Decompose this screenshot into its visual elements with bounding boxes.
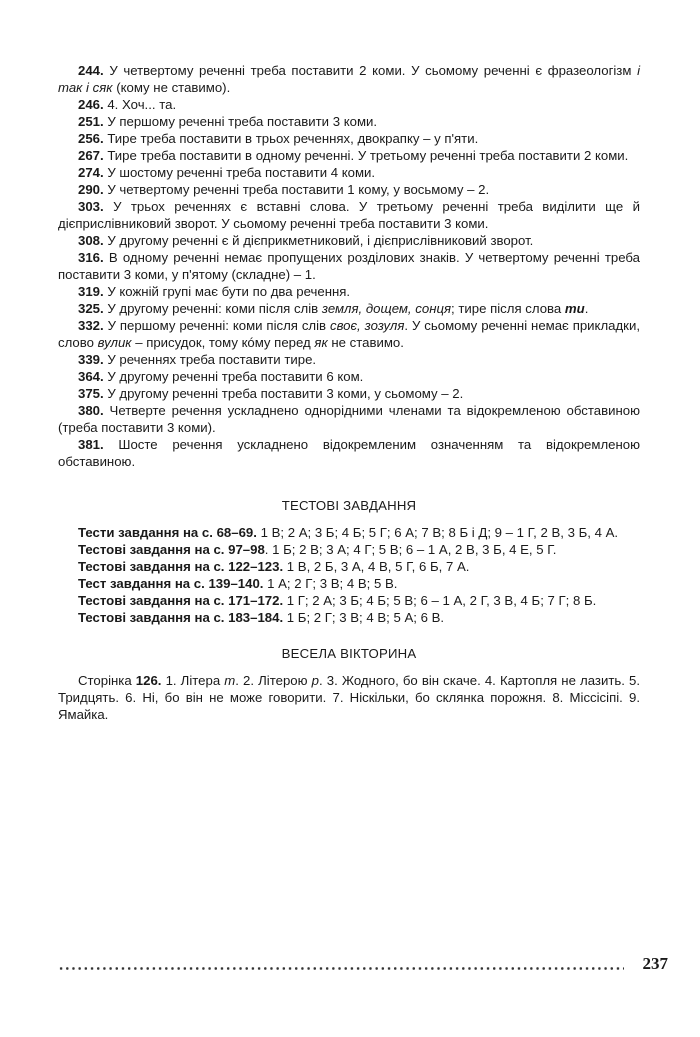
exercise-number: 381. <box>78 437 104 452</box>
answer-item <box>58 113 640 130</box>
test-answer-line <box>58 609 640 626</box>
exercise-number: 290. <box>78 182 104 197</box>
text-run: У другому реченні: коми після слів <box>103 301 322 316</box>
answer-item <box>58 130 640 147</box>
text-run: У другому реченні є й дієприкметниковий, і дієприслівниковий зворот. <box>103 233 534 248</box>
answer-item <box>58 232 640 249</box>
exercise-number: 244. <box>78 63 104 78</box>
answer-item <box>58 283 640 300</box>
exercise-number: 364. <box>78 369 104 384</box>
test-answer-line <box>58 558 640 575</box>
text-run: . У сьомому реченні немає прикладки, слово <box>58 318 640 350</box>
text-run: 126. <box>135 673 162 688</box>
text-run: У першому реченні треба поставити 3 коми. <box>103 114 378 129</box>
answer-item <box>58 249 640 283</box>
exercise-number: 246. <box>78 97 104 112</box>
answer-item <box>58 198 640 232</box>
text-run: не ставимо. <box>327 335 404 350</box>
text-run: У четвертому реченні треба поставити 1 кому, у восьмому – 2. <box>103 182 490 197</box>
exercise-number: 303. <box>78 199 104 214</box>
tests-heading: ТЕСТОВІ ЗАВДАННЯ <box>281 498 417 513</box>
text-run: – присудок, тому кóму перед <box>131 335 315 350</box>
answers-list <box>58 62 640 470</box>
exercise-number: 256. <box>78 131 104 146</box>
page-number: 237 <box>642 954 668 973</box>
text-run: У першому реченні: коми після слів <box>103 318 330 333</box>
text-run: Шосте речення ускладнено відокремленим означенням та відокремленою обставиною. <box>58 437 640 469</box>
text-run: Тире треба поставити в одному реченні. У третьому реченні треба поставити 2 коми. <box>103 148 629 163</box>
text-run: як <box>314 335 328 350</box>
answer-item <box>58 402 640 436</box>
test-label: Тести завдання на с. 68–69. <box>78 525 257 540</box>
text-run: т <box>224 673 236 688</box>
text-run: . 3. Жодного, бо він скаче. 4. Картопля не лазить. 5. Тридцять. 6. Ні, бо він не може говорити. 7. Нiскiльки, бо склянка порожня. 8. Міссісіпі. 9. Ямайка. <box>58 673 641 722</box>
test-keys: 1 Г; 2 А; 3 Б; 4 Б; 5 В; 6 – 1 А, 2 Г, 3 В, 4 Б; 7 Г; 8 Б. <box>283 593 597 608</box>
answer-item <box>58 436 640 470</box>
text-run: В одному реченні немає пропущених розділових знаків. У четвертому реченні треба поставити 3 коми, у п'ятому (складне) – 1. <box>58 250 640 282</box>
exercise-number: 251. <box>78 114 104 129</box>
tests-list <box>58 524 640 626</box>
text-run: У другому реченні треба поставити 6 ком. <box>103 369 364 384</box>
page-footer <box>58 954 668 978</box>
exercise-number: 274. <box>78 165 104 180</box>
text-run: У трьох реченнях є вставні слова. У третьому реченні треба виділити ще й дієприслівниковий зворот. У сьомому реченні треба поставити 3 коми. <box>58 199 640 231</box>
page-content <box>58 62 640 723</box>
dotted-rule <box>58 967 624 970</box>
answer-item <box>58 317 640 351</box>
test-answer-line <box>58 575 640 592</box>
text-run: і так і сяк <box>58 63 640 95</box>
exercise-number: 375. <box>78 386 104 401</box>
text-run: У шостому реченні треба поставити 4 коми. <box>103 165 376 180</box>
quiz-heading: ВЕСЕЛА ВІКТОРИНА <box>281 646 417 661</box>
exercise-number: 339. <box>78 352 104 367</box>
text-run: Четверте речення ускладнено однорідними членами та відокремленою обставиною (треба поставити 3 коми). <box>58 403 640 435</box>
answer-item <box>58 385 640 402</box>
answer-item <box>58 181 640 198</box>
answer-item <box>58 300 640 317</box>
answer-item <box>58 164 640 181</box>
text-run: ти <box>564 301 585 316</box>
text-run: 4. Хоч... та. <box>103 97 177 112</box>
exercise-number: 332. <box>78 318 104 333</box>
exercise-number: 267. <box>78 148 104 163</box>
text-run: вулик <box>97 335 132 350</box>
text-run: Тире треба поставити в трьох реченнях, двокрапку – у п'яти. <box>103 131 479 146</box>
answer-item <box>58 351 640 368</box>
text-run: р <box>311 673 319 688</box>
answer-item <box>58 147 640 164</box>
quiz-answers <box>58 672 640 723</box>
exercise-number: 325. <box>78 301 104 316</box>
test-label: Тестові завдання на с. 122–123. <box>78 559 284 574</box>
exercise-number: 308. <box>78 233 104 248</box>
test-answer-line <box>58 524 640 541</box>
exercise-number: 319. <box>78 284 104 299</box>
text-run: своє, зозуля <box>329 318 405 333</box>
text-run: У другому реченні треба поставити 3 коми, у сьомому – 2. <box>103 386 464 401</box>
text-run: У реченнях треба поставити тире. <box>103 352 317 367</box>
text-run: земля, дощем, сонця <box>321 301 452 316</box>
test-label: Тестові завдання на с. 171–172. <box>78 593 284 608</box>
answer-item <box>58 368 640 385</box>
test-label: Тестові завдання на с. 97–98 <box>78 542 265 557</box>
text-run: ; тире після слова <box>451 301 565 316</box>
text-run: 1. Літера <box>161 673 225 688</box>
text-run: . 2. Літерою <box>235 673 312 688</box>
exercise-number: 380. <box>78 403 104 418</box>
text-run: (кому не ставимо). <box>112 80 231 95</box>
test-keys: 1 Б; 2 Г; 3 В; 4 В; 5 А; 6 В. <box>283 610 445 625</box>
text-run: Сторінка <box>78 673 136 688</box>
test-label: Тест завдання на с. 139–140. <box>78 576 264 591</box>
text-run: . <box>584 301 589 316</box>
test-keys: 1 А; 2 Г; 3 В; 4 В; 5 В. <box>263 576 398 591</box>
text-run: У кожній групі має бути по два речення. <box>103 284 351 299</box>
test-label: Тестові завдання на с. 183–184. <box>78 610 284 625</box>
test-keys: 1 В, 2 Б, 3 А, 4 В, 5 Г, 6 Б, 7 А. <box>283 559 470 574</box>
test-answer-line <box>58 592 640 609</box>
test-keys: . 1 Б; 2 В; 3 А; 4 Г; 5 В; 6 – 1 А, 2 В, 3 Б, 4 Е, 5 Г. <box>264 542 557 557</box>
test-keys: 1 В; 2 А; 3 Б; 4 Б; 5 Г; 6 А; 7 В; 8 Б і Д; 9 – 1 Г, 2 В, 3 Б, 4 А. <box>256 525 619 540</box>
text-run: У четвертому реченні треба поставити 2 коми. У сьомому реченні є фразеологізм <box>103 63 638 78</box>
test-answer-line <box>58 541 640 558</box>
exercise-number: 316. <box>78 250 104 265</box>
answer-item <box>58 96 640 113</box>
answer-item <box>58 62 640 96</box>
